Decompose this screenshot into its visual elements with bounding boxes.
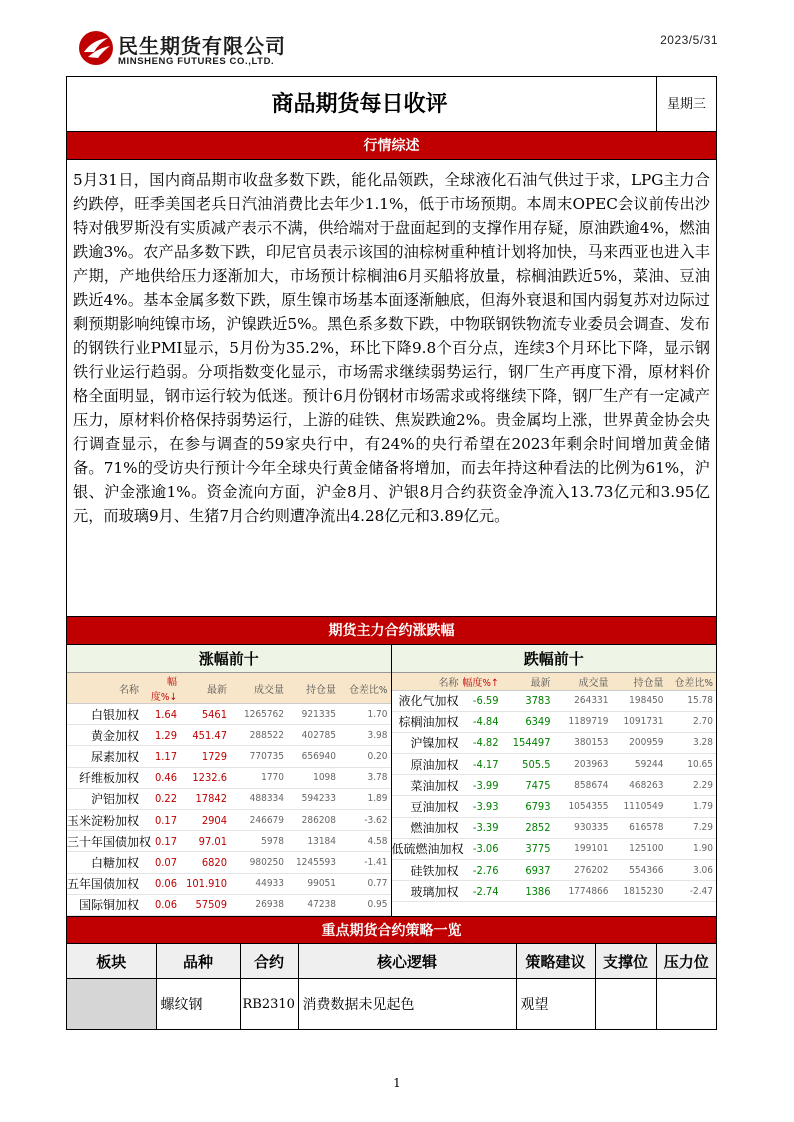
open-interest-cell: 594233 xyxy=(287,788,339,809)
gainer-row[interactable] xyxy=(67,704,391,725)
open-interest-cell: 554366 xyxy=(612,860,667,881)
name-cell: 燃油加权 xyxy=(392,817,462,838)
volume-cell: 770735 xyxy=(230,746,287,767)
losers-header-row xyxy=(392,673,717,690)
last-cell: 6820 xyxy=(180,852,230,873)
name-cell: 纤维板加权 xyxy=(67,767,142,788)
gainer-row[interactable] xyxy=(67,767,391,788)
gainer-row[interactable] xyxy=(67,852,391,873)
change-cell: 0.06 xyxy=(142,873,180,894)
change-cell: 1.64 xyxy=(142,704,180,725)
col-advice: 策略建议 xyxy=(516,944,595,979)
name-cell: 白银加权 xyxy=(67,704,142,725)
loser-row[interactable] xyxy=(392,732,717,753)
change-cell: 1.17 xyxy=(142,746,180,767)
open-interest-cell: 1091731 xyxy=(612,711,667,732)
last-cell: 2904 xyxy=(180,809,230,830)
last-cell: 6793 xyxy=(502,796,554,817)
change-cell: 1.29 xyxy=(142,725,180,746)
logic-cell: 消费数据未见起色 xyxy=(298,979,516,1029)
oi-change-cell: 0.77 xyxy=(339,873,391,894)
open-interest-cell: 656940 xyxy=(287,746,339,767)
gainer-row[interactable] xyxy=(67,809,391,830)
resistance-cell xyxy=(656,979,716,1029)
name-cell: 国际铜加权 xyxy=(67,894,142,915)
loser-row[interactable] xyxy=(392,838,717,859)
name-cell: 玉米淀粉加权 xyxy=(67,809,142,830)
oi-change-cell: 2.29 xyxy=(667,775,717,796)
report-frame xyxy=(66,76,717,1030)
volume-cell: 203963 xyxy=(554,754,612,775)
volume-cell: 1054355 xyxy=(554,796,612,817)
volume-cell: 1770 xyxy=(230,767,287,788)
name-cell: 尿素加权 xyxy=(67,746,142,767)
change-cell: 0.07 xyxy=(142,852,180,873)
variety-cell: 螺纹钢 xyxy=(156,979,240,1029)
title-row xyxy=(67,77,716,132)
open-interest-cell: 47238 xyxy=(287,894,339,915)
gainer-row[interactable] xyxy=(67,894,391,915)
advice-cell: 观望 xyxy=(516,979,595,1029)
gainers-title: 涨幅前十 xyxy=(67,645,391,673)
company-logo-icon xyxy=(78,30,114,66)
last-cell: 3775 xyxy=(502,838,554,859)
oi-change-cell: 1.70 xyxy=(339,704,391,725)
movers-heading: 期货主力合约涨跌幅 xyxy=(67,617,716,645)
strategy-table xyxy=(67,944,716,1029)
strategy-header-row xyxy=(67,944,716,979)
last-cell: 154497 xyxy=(502,732,554,753)
change-cell: -4.84 xyxy=(462,711,502,732)
open-interest-cell: 1098 xyxy=(287,767,339,788)
change-cell: 0.17 xyxy=(142,809,180,830)
last-cell: 1386 xyxy=(502,881,554,902)
change-cell: -3.93 xyxy=(462,796,502,817)
change-cell: -3.06 xyxy=(462,838,502,859)
col-open-interest[interactable]: 持仓量 xyxy=(287,673,339,704)
last-cell: 57509 xyxy=(180,894,230,915)
change-cell: 0.22 xyxy=(142,788,180,809)
loser-row[interactable] xyxy=(392,796,717,817)
loser-row[interactable] xyxy=(392,690,717,711)
gainer-row[interactable] xyxy=(67,725,391,746)
col-change[interactable]: 幅度%↑ xyxy=(462,673,502,690)
volume-cell: 1774866 xyxy=(554,881,612,902)
change-cell: -4.17 xyxy=(462,754,502,775)
open-interest-cell: 921335 xyxy=(287,704,339,725)
gainer-row[interactable] xyxy=(67,873,391,894)
volume-cell: 1265762 xyxy=(230,704,287,725)
oi-change-cell: 1.79 xyxy=(667,796,717,817)
open-interest-cell: 200959 xyxy=(612,732,667,753)
col-support: 支撑位 xyxy=(595,944,656,979)
last-cell: 2852 xyxy=(502,817,554,838)
open-interest-cell: 286208 xyxy=(287,809,339,830)
name-cell: 豆油加权 xyxy=(392,796,462,817)
oi-change-cell: 3.28 xyxy=(667,732,717,753)
volume-cell: 276202 xyxy=(554,860,612,881)
volume-cell: 930335 xyxy=(554,817,612,838)
loser-row[interactable] xyxy=(392,881,717,902)
open-interest-cell: 1245593 xyxy=(287,852,339,873)
change-cell: -3.39 xyxy=(462,817,502,838)
oi-change-cell: 3.78 xyxy=(339,767,391,788)
volume-cell: 380153 xyxy=(554,732,612,753)
oi-change-cell: 1.90 xyxy=(667,838,717,859)
name-cell: 硅铁加权 xyxy=(392,860,462,881)
change-cell: 0.17 xyxy=(142,831,180,852)
volume-cell: 246679 xyxy=(230,809,287,830)
last-cell: 7475 xyxy=(502,775,554,796)
oi-change-cell: 3.06 xyxy=(667,860,717,881)
open-interest-cell: 198450 xyxy=(612,690,667,711)
company-name-en: MINSHENG FUTURES CO.,LTD. xyxy=(118,56,275,67)
col-sector: 板块 xyxy=(67,944,156,979)
gainer-row[interactable] xyxy=(67,788,391,809)
oi-change-cell: -2.47 xyxy=(667,881,717,902)
oi-change-cell: 0.20 xyxy=(339,746,391,767)
gainer-row[interactable] xyxy=(67,831,391,852)
oi-change-cell: 1.89 xyxy=(339,788,391,809)
open-interest-cell: 13184 xyxy=(287,831,339,852)
contract-cell: RB2310 xyxy=(240,979,298,1029)
gainer-row[interactable] xyxy=(67,746,391,767)
overview-text: 5月31日，国内商品期市收盘多数下跌，能化品领跌，全球液化石油气供过于求，LPG主力合约跌停，旺季美国老兵日汽油消费比去年少1.1%，低于市场预期。本周末OPEC会议前传出沙特对俄罗斯没有实质减产表示不满，供给端对于盘面起到的支撑作用存疑，原油跌逾4%，燃油跌逾3%。农产品多数下跌，印尼官员表示该国的油棕树重种植计划将加快，马来西亚也进入丰产期，产地供给压力逐渐加大，市场预计棕榈油6月买船将放量，棕榈油跌近5%，菜油、豆油跌近4%。基本金属多数下跌，原生镍市场基本面逐渐触底，但海外衰退和国内弱复苏对边际过剩预期影响纯镍市场，沪镍跌近5%。黑色系多数下跌，中物联钢铁物流专业委员会调查、发布的钢铁行业PMI显示，5月份为35.2%，环比下降9.8个百分点，连续3个月环比下降，显示钢铁行业运行趋弱。分项指数变化显示，市场需求继续弱势运行，钢厂生产再度下滑，原材料价格全面明显，钢市运行较为低迷。预计6月份钢材市场需求或将继续下降，钢厂生产有一定减产压力，原材料价格保持弱势运行，上游的硅铁、焦炭跌逾2%。贵金属均上涨，世界黄金协会央行调查显示，在参与调查的59家央行中，有24%的央行希望在2023年剩余时间增加黄金储备。71%的受访央行预计今年全球央行黄金储备将增加，而去年持这种看法的比例为61%，沪银、沪金涨逾1%。资金流向方面，沪金8月、沪银8月合约获资金净流入13.73亿元和3.95亿元，而玻璃9月、生猪7月合约则遭净流出4.28亿元和3.89亿元。 xyxy=(67,160,716,617)
volume-cell: 5978 xyxy=(230,831,287,852)
oi-change-cell: 4.58 xyxy=(339,831,391,852)
col-contract: 合约 xyxy=(240,944,298,979)
last-cell: 1729 xyxy=(180,746,230,767)
movers-tables xyxy=(67,645,716,916)
loser-row[interactable] xyxy=(392,754,717,775)
oi-change-cell: 15.78 xyxy=(667,690,717,711)
open-interest-cell: 616578 xyxy=(612,817,667,838)
strategy-heading: 重点期货合约策略一览 xyxy=(67,916,716,944)
change-cell: -6.59 xyxy=(462,690,502,711)
col-volume[interactable]: 成交量 xyxy=(230,673,287,704)
col-resistance: 压力位 xyxy=(656,944,716,979)
report-date: 2023/5/31 xyxy=(660,33,718,47)
sector-cell xyxy=(67,979,156,1029)
last-cell: 451.47 xyxy=(180,725,230,746)
change-cell: -4.82 xyxy=(462,732,502,753)
col-change[interactable]: 幅度%↓ xyxy=(142,673,180,704)
col-variety: 品种 xyxy=(156,944,240,979)
change-cell: 0.46 xyxy=(142,767,180,788)
name-cell: 五年国债加权 xyxy=(67,873,142,894)
volume-cell: 44933 xyxy=(230,873,287,894)
open-interest-cell: 59244 xyxy=(612,754,667,775)
company-name-cn: 民生期货有限公司 xyxy=(118,34,286,58)
volume-cell: 488334 xyxy=(230,788,287,809)
open-interest-cell: 99051 xyxy=(287,873,339,894)
oi-change-cell: 2.70 xyxy=(667,711,717,732)
last-cell: 97.01 xyxy=(180,831,230,852)
volume-cell: 199101 xyxy=(554,838,612,859)
report-title: 商品期货每日收评 xyxy=(271,92,448,117)
last-cell: 5461 xyxy=(180,704,230,725)
name-cell: 液化气加权 xyxy=(392,690,462,711)
last-cell: 6349 xyxy=(502,711,554,732)
change-cell: -2.76 xyxy=(462,860,502,881)
open-interest-cell: 402785 xyxy=(287,725,339,746)
name-cell: 三十年国债加权 xyxy=(67,831,142,852)
name-cell: 玻璃加权 xyxy=(392,881,462,902)
name-cell: 白糖加权 xyxy=(67,852,142,873)
volume-cell: 288522 xyxy=(230,725,287,746)
volume-cell: 1189719 xyxy=(554,711,612,732)
col-core-logic: 核心逻辑 xyxy=(298,944,516,979)
change-cell: 0.06 xyxy=(142,894,180,915)
col-volume[interactable]: 成交量 xyxy=(554,673,612,690)
oi-change-cell: 3.98 xyxy=(339,725,391,746)
col-last[interactable]: 最新 xyxy=(502,673,554,690)
col-name[interactable]: 名称 xyxy=(392,673,462,690)
last-cell: 505.5 xyxy=(502,754,554,775)
open-interest-cell: 125100 xyxy=(612,838,667,859)
name-cell: 沪镍加权 xyxy=(392,732,462,753)
loser-row[interactable] xyxy=(392,711,717,732)
last-cell: 3783 xyxy=(502,690,554,711)
losers-table xyxy=(392,673,717,902)
losers-title: 跌幅前十 xyxy=(392,645,717,673)
oi-change-cell: 7.29 xyxy=(667,817,717,838)
name-cell: 菜油加权 xyxy=(392,775,462,796)
support-cell xyxy=(595,979,656,1029)
oi-change-cell: 10.65 xyxy=(667,754,717,775)
last-cell: 17842 xyxy=(180,788,230,809)
name-cell: 原油加权 xyxy=(392,754,462,775)
name-cell: 低硫燃油加权 xyxy=(392,838,462,859)
volume-cell: 26938 xyxy=(230,894,287,915)
gainers-panel xyxy=(67,645,392,916)
change-cell: -2.74 xyxy=(462,881,502,902)
col-name[interactable]: 名称 xyxy=(67,673,142,704)
volume-cell: 264331 xyxy=(554,690,612,711)
weekday: 星期三 xyxy=(656,77,716,132)
strategy-row xyxy=(67,979,716,1029)
name-cell: 棕榈油加权 xyxy=(392,711,462,732)
company-logo xyxy=(78,28,318,72)
name-cell: 沪铝加权 xyxy=(67,788,142,809)
volume-cell: 858674 xyxy=(554,775,612,796)
col-oi-change[interactable]: 仓差比% xyxy=(339,673,391,704)
open-interest-cell: 1815230 xyxy=(612,881,667,902)
gainers-header-row xyxy=(67,673,391,704)
open-interest-cell: 468263 xyxy=(612,775,667,796)
loser-row[interactable] xyxy=(392,817,717,838)
loser-row[interactable] xyxy=(392,775,717,796)
open-interest-cell: 1110549 xyxy=(612,796,667,817)
oi-change-cell: -3.62 xyxy=(339,809,391,830)
last-cell: 1232.6 xyxy=(180,767,230,788)
last-cell: 6937 xyxy=(502,860,554,881)
overview-heading: 行情综述 xyxy=(67,132,716,160)
volume-cell: 980250 xyxy=(230,852,287,873)
oi-change-cell: 0.95 xyxy=(339,894,391,915)
oi-change-cell: -1.41 xyxy=(339,852,391,873)
change-cell: -3.99 xyxy=(462,775,502,796)
col-last[interactable]: 最新 xyxy=(180,673,230,704)
gainers-table xyxy=(67,673,391,916)
loser-row[interactable] xyxy=(392,860,717,881)
page-number: 1 xyxy=(393,1076,401,1090)
col-open-interest[interactable]: 持仓量 xyxy=(612,673,667,690)
last-cell: 101.910 xyxy=(180,873,230,894)
losers-panel xyxy=(392,645,717,916)
col-oi-change[interactable]: 仓差比% xyxy=(667,673,717,690)
name-cell: 黄金加权 xyxy=(67,725,142,746)
